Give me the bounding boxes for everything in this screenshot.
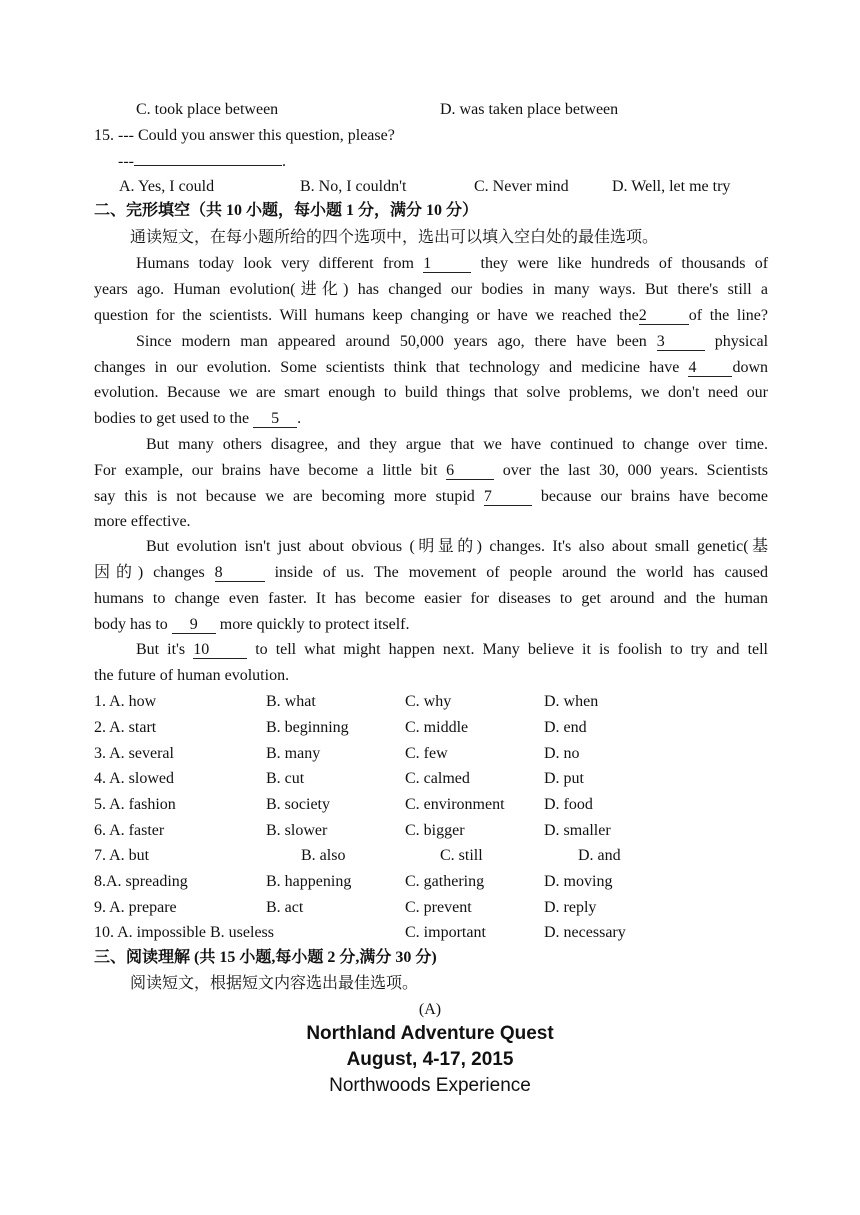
q9-option-d: D. reply (544, 899, 597, 916)
passage-text: Humans today look very different from (136, 255, 414, 272)
passage-text: For example, our brains have become a little bit (94, 462, 438, 479)
passage-text: over the last 30, 000 years. Scientists (502, 462, 769, 479)
q10-option-d: D. necessary (544, 924, 626, 941)
q3-option-b: B. many (266, 745, 321, 762)
q1-option-d: D. when (544, 693, 599, 710)
section2-instruction: 通读短文，在每小题所给的四个选项中，选出可以填入空白处的最佳选项。 (130, 229, 659, 246)
passage-text: question for the scientists. Will humans keep changing or have we reached the (94, 307, 639, 324)
q15-question: 15. --- Could you answer this question, please? (94, 127, 395, 144)
blank-7: 7 (484, 488, 532, 506)
passage-line-8: But many others disagree, and they argue that we have continued to change over time. (146, 436, 768, 453)
q10-option-a: 10. A. impossible B. useless (94, 924, 275, 941)
passage-text: more quickly to protect itself. (219, 616, 410, 633)
section3-heading: 三、阅读理解 (共 15 小题,每小题 2 分,满分 30 分) (94, 949, 437, 966)
q3-option-d: D. no (544, 745, 580, 762)
q15-answer-prefix: --- (118, 153, 134, 170)
blank-3: 3 (657, 333, 705, 351)
q4-option-a: 4. A. slowed (94, 770, 174, 787)
q6-option-a: 6. A. faster (94, 822, 165, 839)
q4-option-b: B. cut (266, 770, 305, 787)
blank-5: 5 (253, 410, 297, 428)
blank-9: 9 (172, 616, 216, 634)
blank-6: 6 (446, 462, 494, 480)
blank-10: 10 (193, 641, 247, 659)
passage-text: body has to (94, 616, 168, 633)
q14-option-c: C. took place between (136, 101, 279, 118)
reading-a-subtitle: Northwoods Experience (329, 1075, 531, 1096)
q2-option-b: B. beginning (266, 719, 349, 736)
q6-option-c: C. bigger (405, 822, 465, 839)
passage-text: 因的) changes (94, 564, 205, 581)
passage-line-9 (94, 461, 768, 481)
q15-option-b: B. No, I couldn't (300, 178, 407, 195)
q7-option-c: C. still (440, 847, 483, 864)
passage-line-17: the future of human evolution. (94, 667, 290, 684)
blank-1: 1 (423, 255, 471, 273)
passage-line-3 (94, 306, 768, 326)
blank-8: 8 (215, 564, 265, 582)
section3-instruction: 阅读短文，根据短文内容选出最佳选项。 (130, 975, 419, 992)
q5-option-b: B. society (266, 796, 330, 813)
passage-line-5 (94, 358, 768, 378)
q15-option-a: A. Yes, I could (119, 178, 215, 195)
q15-option-c: C. Never mind (474, 178, 569, 195)
passage-text: physical (714, 333, 769, 350)
passage-line-13 (94, 563, 768, 583)
q4-option-d: D. put (544, 770, 584, 787)
q15-answer-suffix: . (281, 153, 286, 170)
q6-option-b: B. slower (266, 822, 328, 839)
q4-option-c: C. calmed (405, 770, 470, 787)
passage-text: they were like hundreds of thousands of (480, 255, 769, 272)
q8-option-d: D. moving (544, 873, 613, 890)
passage-text: . (297, 410, 302, 427)
q7-option-d: D. and (578, 847, 621, 864)
q9-option-a: 9. A. prepare (94, 899, 177, 916)
passage-text: changes in our evolution. Some scientists think that technology and medicine have (94, 359, 680, 376)
passage-text: inside of us. The movement of people around the world has caused (274, 564, 768, 581)
q10-option-c: C. important (405, 924, 486, 941)
reading-a-title: Northland Adventure Quest (306, 1023, 554, 1044)
q5-option-c: C. environment (405, 796, 505, 813)
blank-4: 4 (688, 359, 732, 377)
q7-option-a: 7. A. but (94, 847, 150, 864)
passage-line-15 (94, 615, 768, 635)
q1-option-b: B. what (266, 693, 316, 710)
q9-option-c: C. prevent (405, 899, 472, 916)
section2-heading: 二、完形填空（共 10 小题，每小题 1 分，满分 10 分） (94, 202, 479, 219)
passage-text: But it's (136, 641, 186, 658)
passage-line-16 (136, 640, 768, 660)
reading-a-date: August, 4-17, 2015 (346, 1049, 514, 1070)
passage-text: Since modern man appeared around 50,000 years ago, there have been (136, 333, 647, 350)
q8-option-c: C. gathering (405, 873, 485, 890)
passage-line-1 (136, 254, 768, 274)
q5-option-a: 5. A. fashion (94, 796, 176, 813)
blank-2: 2 (639, 307, 689, 325)
passage-line-4 (136, 332, 768, 352)
passage-line-6: evolution. Because we are smart enough to build things that solve problems, we don't need our (94, 384, 768, 401)
passage-text: bodies to get used to the (94, 410, 250, 427)
q2-option-d: D. end (544, 719, 587, 736)
q6-option-d: D. smaller (544, 822, 611, 839)
passage-text: say this is not because we are becoming more stupid (94, 488, 475, 505)
q15-answer-line (118, 152, 286, 172)
passage-line-7 (94, 409, 768, 429)
q14-option-d: D. was taken place between (440, 101, 619, 118)
passage-line-14: humans to change even faster. It has become easier for diseases to get around and the human (94, 590, 768, 607)
q15-option-d: D. Well, let me try (612, 178, 731, 195)
q3-option-c: C. few (405, 745, 448, 762)
q9-option-b: B. act (266, 899, 304, 916)
q15-answer-blank (134, 165, 282, 166)
q5-option-d: D. food (544, 796, 593, 813)
passage-line-2: years ago. Human evolution(进化) has changed our bodies in many ways. But there's still a (94, 281, 768, 298)
passage-line-10 (94, 487, 768, 507)
q2-option-a: 2. A. start (94, 719, 157, 736)
passage-text: of the line? (688, 307, 769, 324)
q2-option-c: C. middle (405, 719, 469, 736)
passage-text: down (732, 359, 768, 376)
passage-text: to tell what might happen next. Many believe it is foolish to try and tell (255, 641, 769, 658)
q1-option-a: 1. A. how (94, 693, 157, 710)
q8-option-a: 8.A. spreading (94, 873, 188, 890)
passage-text: because our brains have become (540, 488, 769, 505)
passage-line-12: But evolution isn't just about obvious (明显的) changes. It's also about small genetic(基 (146, 538, 768, 555)
q7-option-b: B. also (301, 847, 346, 864)
reading-a-label: (A) (418, 1001, 442, 1018)
q3-option-a: 3. A. several (94, 745, 174, 762)
q1-option-c: C. why (405, 693, 452, 710)
q8-option-b: B. happening (266, 873, 352, 890)
passage-line-11: more effective. (94, 513, 191, 530)
